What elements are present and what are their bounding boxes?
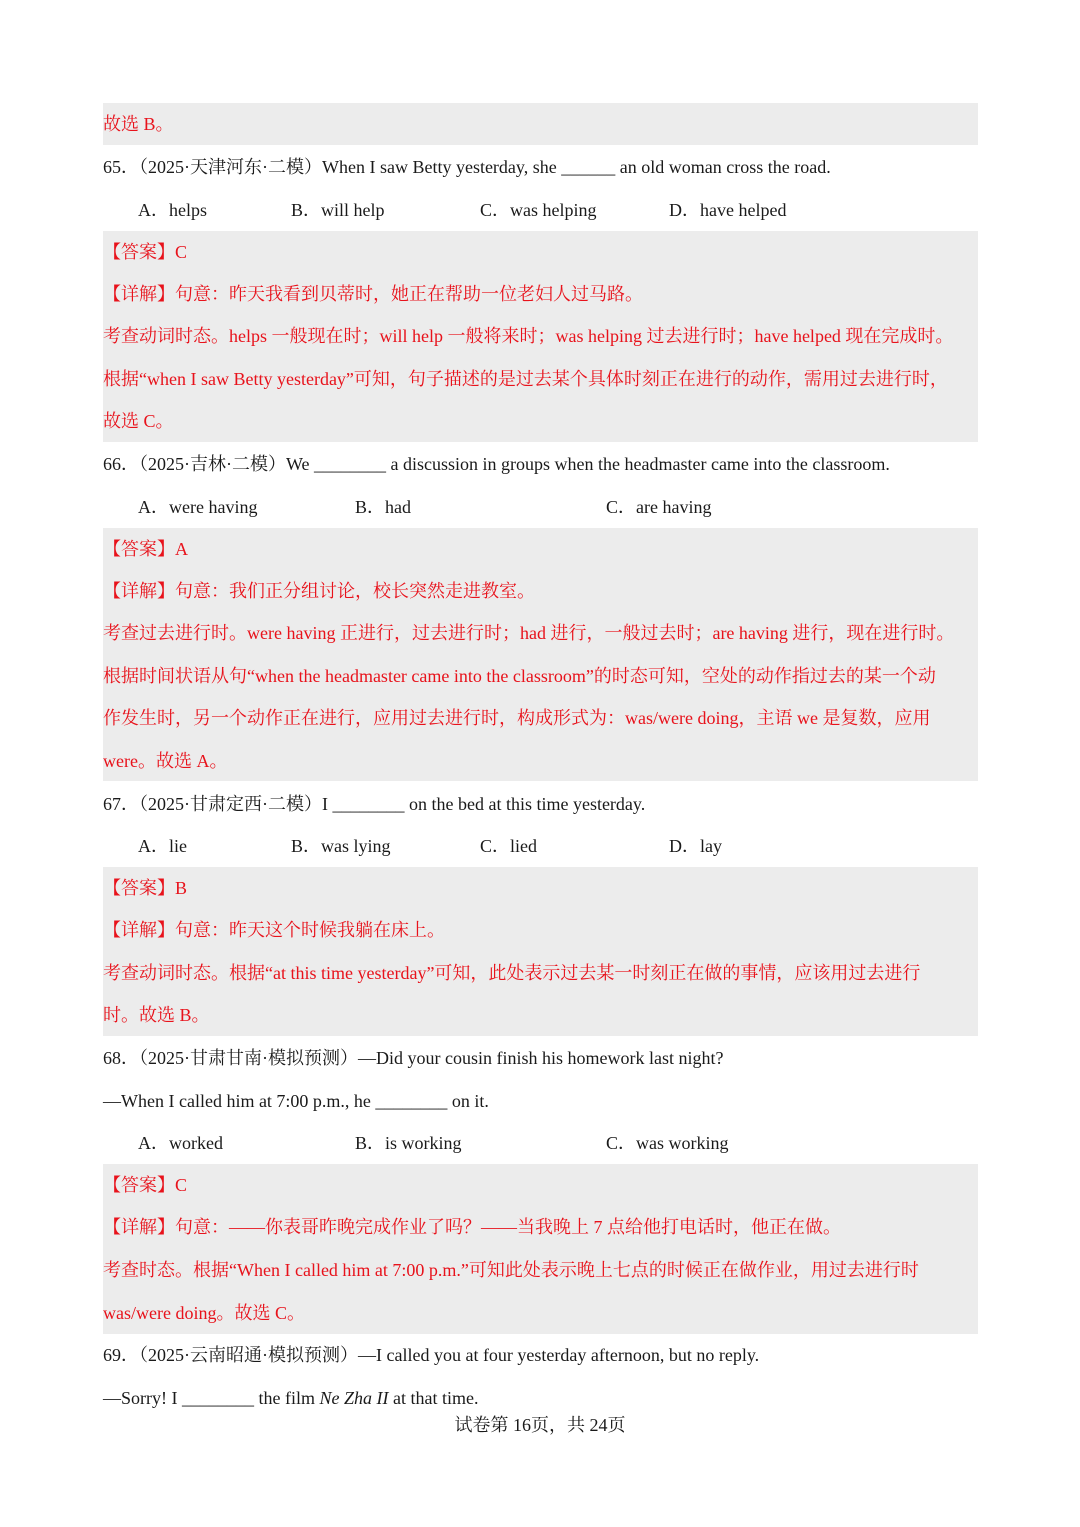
detail-66: 【详解】句意：我们正分组讨论，校长突然走进教室。	[103, 581, 535, 601]
analysis-66-line-1: 考查过去进行时。were having 正进行，过去进行时；had 进行，一般过去时；are having 进行，现在进行时。	[103, 623, 955, 643]
question-68-stem-2: —When I called him at 7:00 p.m., he ________ on it.	[103, 1091, 489, 1111]
detail-68: 【详解】句意：——你表哥昨晚完成作业了吗？——当我晚上 7 点给他打电话时，他正在做。	[103, 1217, 841, 1237]
q69-film-title: Ne Zha II	[319, 1388, 389, 1408]
question-65-stem: 65．（2025·天津河东·二模）When I saw Betty yesterday, she ______ an old woman cross the road.	[103, 157, 831, 177]
analysis-66-line-4: were。故选 A。	[103, 751, 228, 771]
analysis-65-line-2: 根据“when I saw Betty yesterday”可知，句子描述的是过去某个具体时刻正在进行的动作，需用过去进行时，	[103, 369, 948, 389]
answer-65: 【答案】C	[103, 242, 188, 262]
detail-65: 【详解】句意：昨天我看到贝蒂时，她正在帮助一位老妇人过马路。	[103, 284, 643, 304]
analysis-68-line-1: 考查时态。根据“When I called him at 7:00 p.m.”可知此处表示晚上七点的时候正在做作业，用过去进行时	[103, 1260, 919, 1280]
question-68-stem: 68．（2025·甘肃甘南·模拟预测）—Did your cousin finish his homework last night?	[103, 1048, 724, 1068]
option-67-c: C．lied	[480, 836, 537, 856]
option-66-b: B．had	[355, 497, 411, 517]
page-footer: 试卷第 16页，共 24页	[454, 1415, 626, 1435]
option-66-a: A．were having	[138, 497, 258, 517]
analysis-68-line-2: was/were doing。故选 C。	[103, 1303, 305, 1323]
question-69-stem: 69．（2025·云南昭通·模拟预测）—I called you at four yesterday afternoon, but no reply.	[103, 1345, 760, 1365]
q64-conclusion: 故选 B。	[103, 114, 174, 134]
option-65-d: D．have helped	[669, 200, 787, 220]
analysis-66-line-3: 作发生时，另一个动作正在进行，应用过去进行时，构成形式为：was/were doing，主语 we 是复数，应用	[103, 708, 931, 728]
option-66-c: C．are having	[606, 497, 712, 517]
question-67-stem: 67．（2025·甘肃定西·二模）I ________ on the bed at this time yesterday.	[103, 794, 646, 814]
option-68-c: C．was working	[606, 1133, 729, 1153]
analysis-65-line-1: 考查动词时态。helps 一般现在时；will help 一般将来时；was helping 过去进行时；have helped 现在完成时。	[103, 326, 954, 346]
option-67-d: D．lay	[669, 836, 722, 856]
q69-stem2-post: at that time.	[388, 1388, 479, 1408]
analysis-65-line-3: 故选 C。	[103, 411, 174, 431]
detail-67: 【详解】句意：昨天这个时候我躺在床上。	[103, 920, 445, 940]
answer-67: 【答案】B	[103, 878, 188, 898]
option-67-a: A．lie	[138, 836, 187, 856]
option-65-b: B．will help	[291, 200, 385, 220]
q69-stem2-pre: —Sorry! I ________ the film	[103, 1388, 320, 1408]
analysis-66-line-2: 根据时间状语从句“when the headmaster came into the classroom”的时态可知，空处的动作指过去的某一个动	[103, 666, 936, 686]
option-65-c: C．was helping	[480, 200, 597, 220]
option-68-b: B．is working	[355, 1133, 462, 1153]
answer-66: 【答案】A	[103, 539, 188, 559]
answer-68: 【答案】C	[103, 1175, 188, 1195]
analysis-67-line-1: 考查动词时态。根据“at this time yesterday”可知，此处表示过去某一时刻正在做的事情，应该用过去进行	[103, 963, 921, 983]
option-68-a: A．worked	[138, 1133, 223, 1153]
analysis-67-line-2: 时。故选 B。	[103, 1005, 210, 1025]
question-66-stem: 66．（2025·吉林·二模）We ________ a discussion in groups when the headmaster came into the classroom.	[103, 454, 890, 474]
option-65-a: A．helps	[138, 200, 207, 220]
option-67-b: B．was lying	[291, 836, 391, 856]
